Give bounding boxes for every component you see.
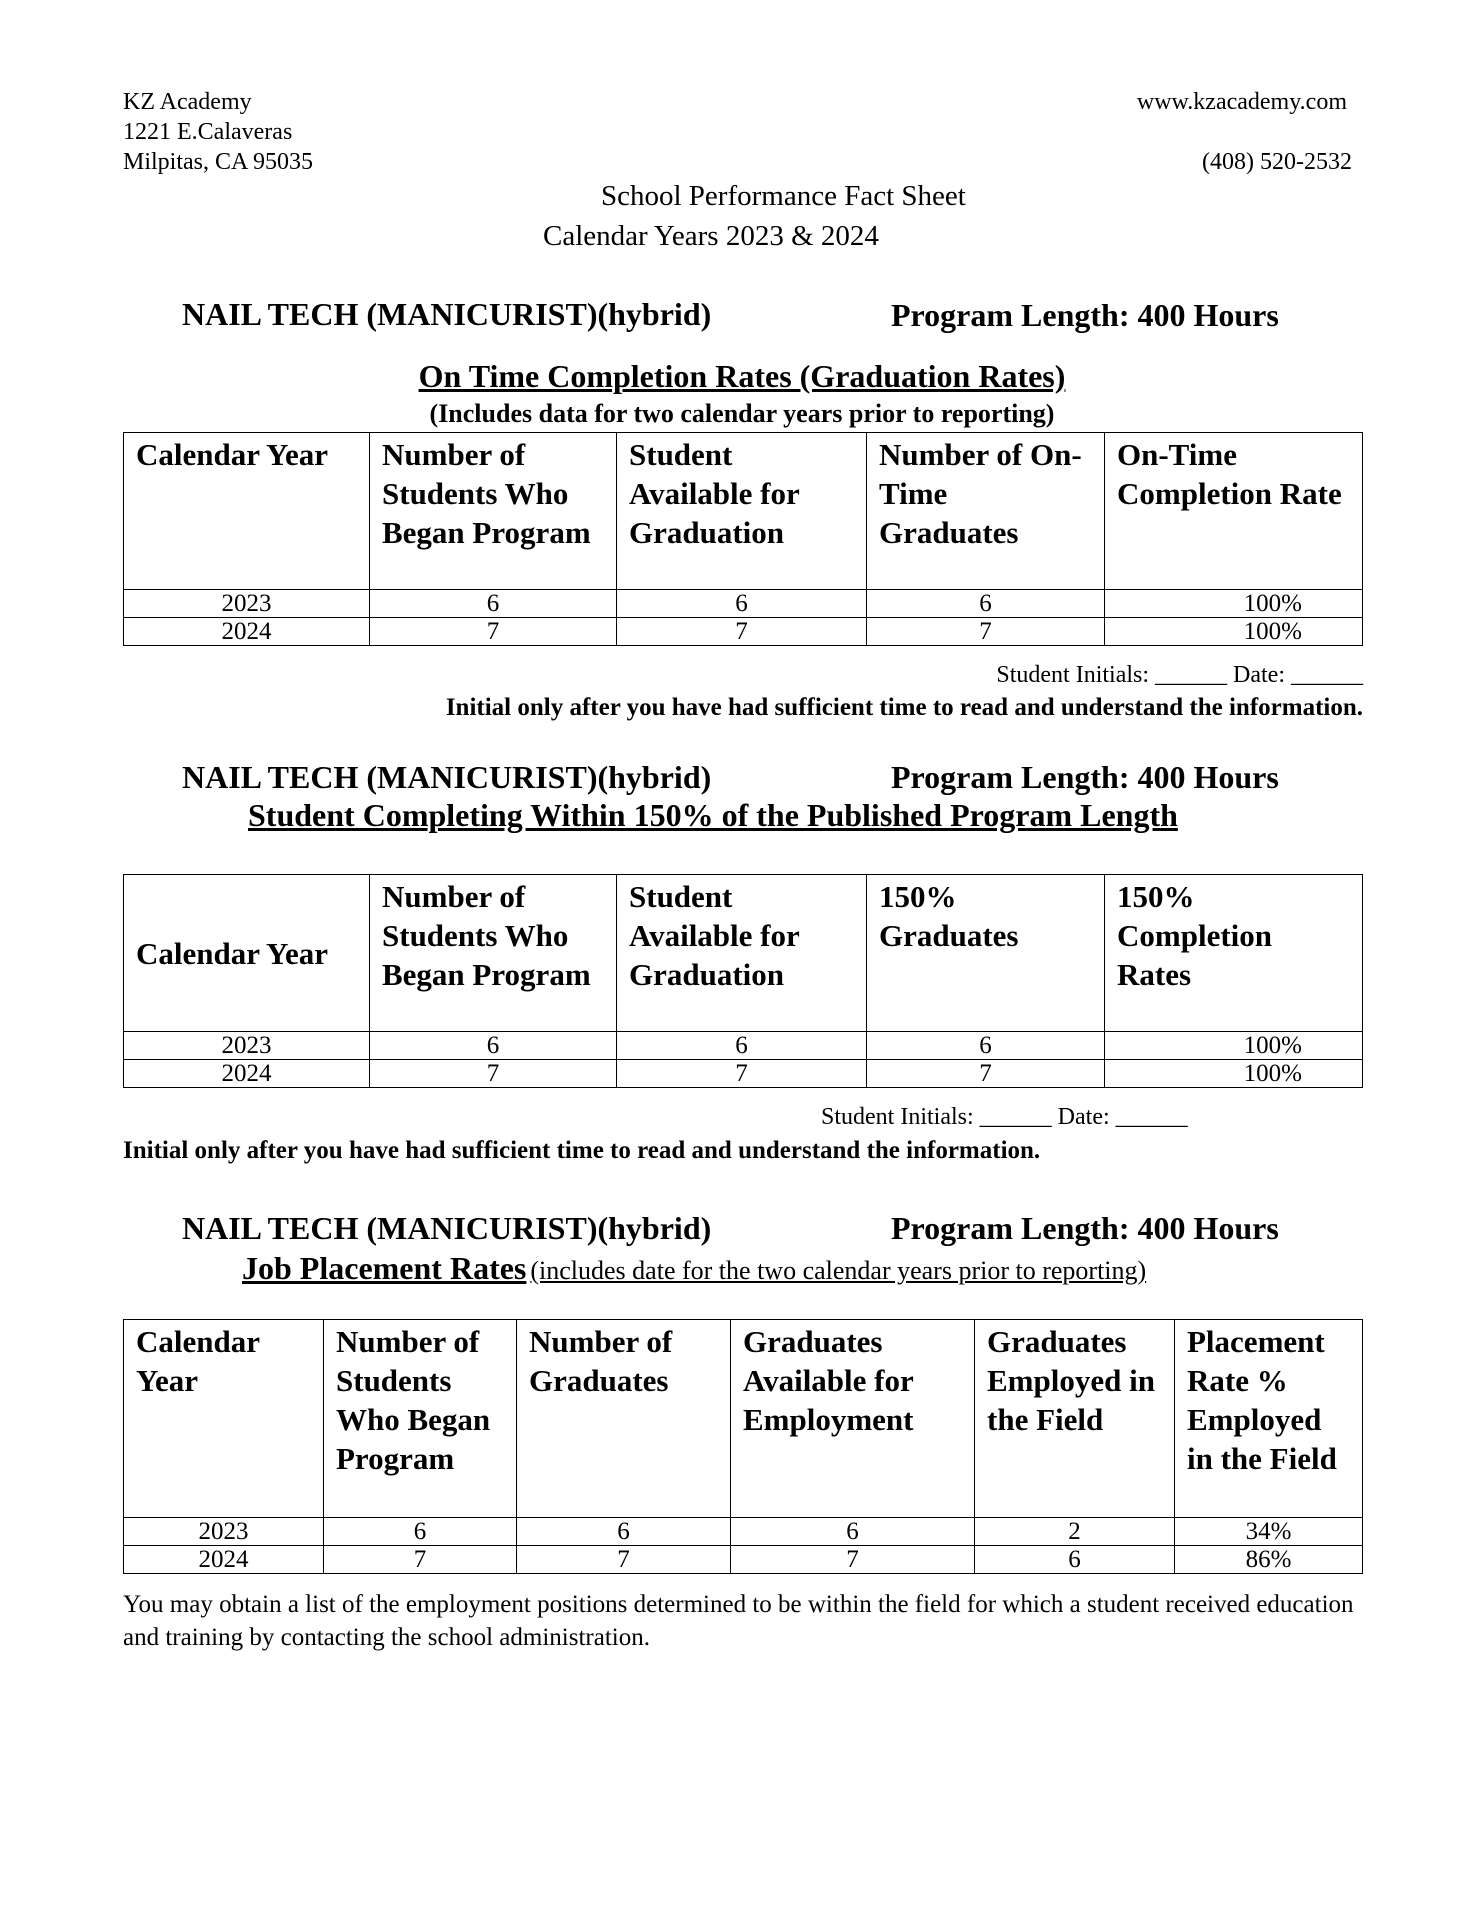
column-header: Number of Students Who Began Program — [370, 875, 617, 1032]
table-header-row — [124, 1320, 1363, 1518]
table-cell: 7 — [617, 618, 867, 646]
table-cell: 100% — [1105, 1060, 1363, 1088]
table-row — [124, 1060, 1363, 1088]
table-cell: 34% — [1175, 1518, 1363, 1546]
column-header: Student Available for Graduation — [617, 433, 867, 590]
program-length: Program Length: 400 Hours — [891, 1210, 1279, 1246]
table-cell: 100% — [1105, 590, 1363, 618]
table-cell: 2024 — [124, 1060, 370, 1088]
employment-list-note: You may obtain a list of the employment positions determined to be within the field for which a student received education and training by contacting the school administration. — [123, 1591, 1354, 1651]
table-cell: 6 — [324, 1518, 517, 1546]
table-cell: 2 — [975, 1518, 1175, 1546]
table-row — [124, 1546, 1363, 1574]
column-header: Number of Graduates — [517, 1320, 731, 1518]
table-row — [124, 1032, 1363, 1060]
table-cell: 6 — [617, 1032, 867, 1060]
school-website: www.kzacademy.com — [1136, 89, 1347, 115]
table-cell: 7 — [731, 1546, 975, 1574]
column-header: Calendar Year — [124, 875, 370, 1032]
column-header: Calendar Year — [124, 1320, 324, 1518]
table-cell: 7 — [324, 1546, 517, 1574]
document-subtitle: Calendar Years 2023 & 2024 — [543, 220, 879, 252]
column-header: On-Time Completion Rate — [1105, 433, 1363, 590]
job-placement-table — [123, 1319, 1363, 1574]
table-cell: 2023 — [124, 1518, 324, 1546]
table-cell: 100% — [1105, 1032, 1363, 1060]
program-length: Program Length: 400 Hours — [891, 297, 1279, 333]
completion-150-table — [123, 874, 1363, 1088]
column-header: Number of On-Time Graduates — [867, 433, 1105, 590]
table-cell: 7 — [370, 1060, 617, 1088]
table-cell: 6 — [370, 1032, 617, 1060]
table-cell: 6 — [517, 1518, 731, 1546]
student-initials-line[interactable]: Student Initials: ______ Date: ______ — [996, 662, 1363, 688]
table-cell: 7 — [867, 1060, 1105, 1088]
column-header: Number of Students Who Began Program — [324, 1320, 517, 1518]
program-name: NAIL TECH (MANICURIST)(hybrid) — [182, 296, 712, 332]
table-cell: 7 — [517, 1546, 731, 1574]
table-cell: 6 — [731, 1518, 975, 1546]
table-cell: 2024 — [124, 1546, 324, 1574]
column-header: Student Available for Graduation — [617, 875, 867, 1032]
section3-heading-note: (includes date for the two calendar years prior to reporting) — [530, 1256, 1147, 1285]
table-cell: 7 — [370, 618, 617, 646]
section1-heading: On Time Completion Rates (Graduation Rates) — [418, 358, 1066, 394]
table-cell: 86% — [1175, 1546, 1363, 1574]
document-title: School Performance Fact Sheet — [601, 180, 966, 212]
table-cell: 7 — [617, 1060, 867, 1088]
table-row — [124, 590, 1363, 618]
table-cell: 6 — [867, 590, 1105, 618]
column-header: Number of Students Who Began Program — [370, 433, 617, 590]
table-row — [124, 1518, 1363, 1546]
program-name: NAIL TECH (MANICURIST)(hybrid) — [182, 759, 712, 795]
table-cell: 2023 — [124, 1032, 370, 1060]
school-phone: (408) 520-2532 — [1202, 149, 1352, 175]
table-cell: 6 — [975, 1546, 1175, 1574]
section2-heading: Student Completing Within 150% of the Published Program Length — [248, 797, 1178, 833]
initial-instruction: Initial only after you have had sufficient time to read and understand the information. — [123, 1137, 1041, 1164]
column-header: Calendar Year — [124, 433, 370, 590]
table-cell: 100% — [1105, 618, 1363, 646]
section3-heading-line — [242, 1250, 1146, 1287]
school-address-line2: Milpitas, CA 95035 — [123, 149, 314, 175]
column-header: 150% Completion Rates — [1105, 875, 1363, 1032]
student-initials-line[interactable]: Student Initials: ______ Date: ______ — [821, 1104, 1188, 1130]
table-header-row — [124, 433, 1363, 590]
school-name: KZ Academy — [123, 89, 252, 115]
table-cell: 7 — [867, 618, 1105, 646]
on-time-completion-table — [123, 432, 1363, 646]
table-header-row — [124, 875, 1363, 1032]
column-header: Graduates Available for Employment — [731, 1320, 975, 1518]
program-length: Program Length: 400 Hours — [891, 759, 1279, 795]
column-header: Placement Rate % Employed in the Field — [1175, 1320, 1363, 1518]
table-cell: 2024 — [124, 618, 370, 646]
table-row — [124, 618, 1363, 646]
column-header: 150% Graduates — [867, 875, 1105, 1032]
column-header: Graduates Employed in the Field — [975, 1320, 1175, 1518]
program-name: NAIL TECH (MANICURIST)(hybrid) — [182, 1210, 712, 1246]
table-cell: 6 — [617, 590, 867, 618]
table-cell: 6 — [867, 1032, 1105, 1060]
table-cell: 2023 — [124, 590, 370, 618]
table-cell: 6 — [370, 590, 617, 618]
section1-subheading: (Includes data for two calendar years prior to reporting) — [429, 399, 1055, 428]
initial-instruction: Initial only after you have had sufficient time to read and understand the information. — [445, 694, 1363, 721]
section3-heading: Job Placement Rates — [242, 1250, 527, 1286]
school-address-line1: 1221 E.Calaveras — [123, 119, 293, 145]
